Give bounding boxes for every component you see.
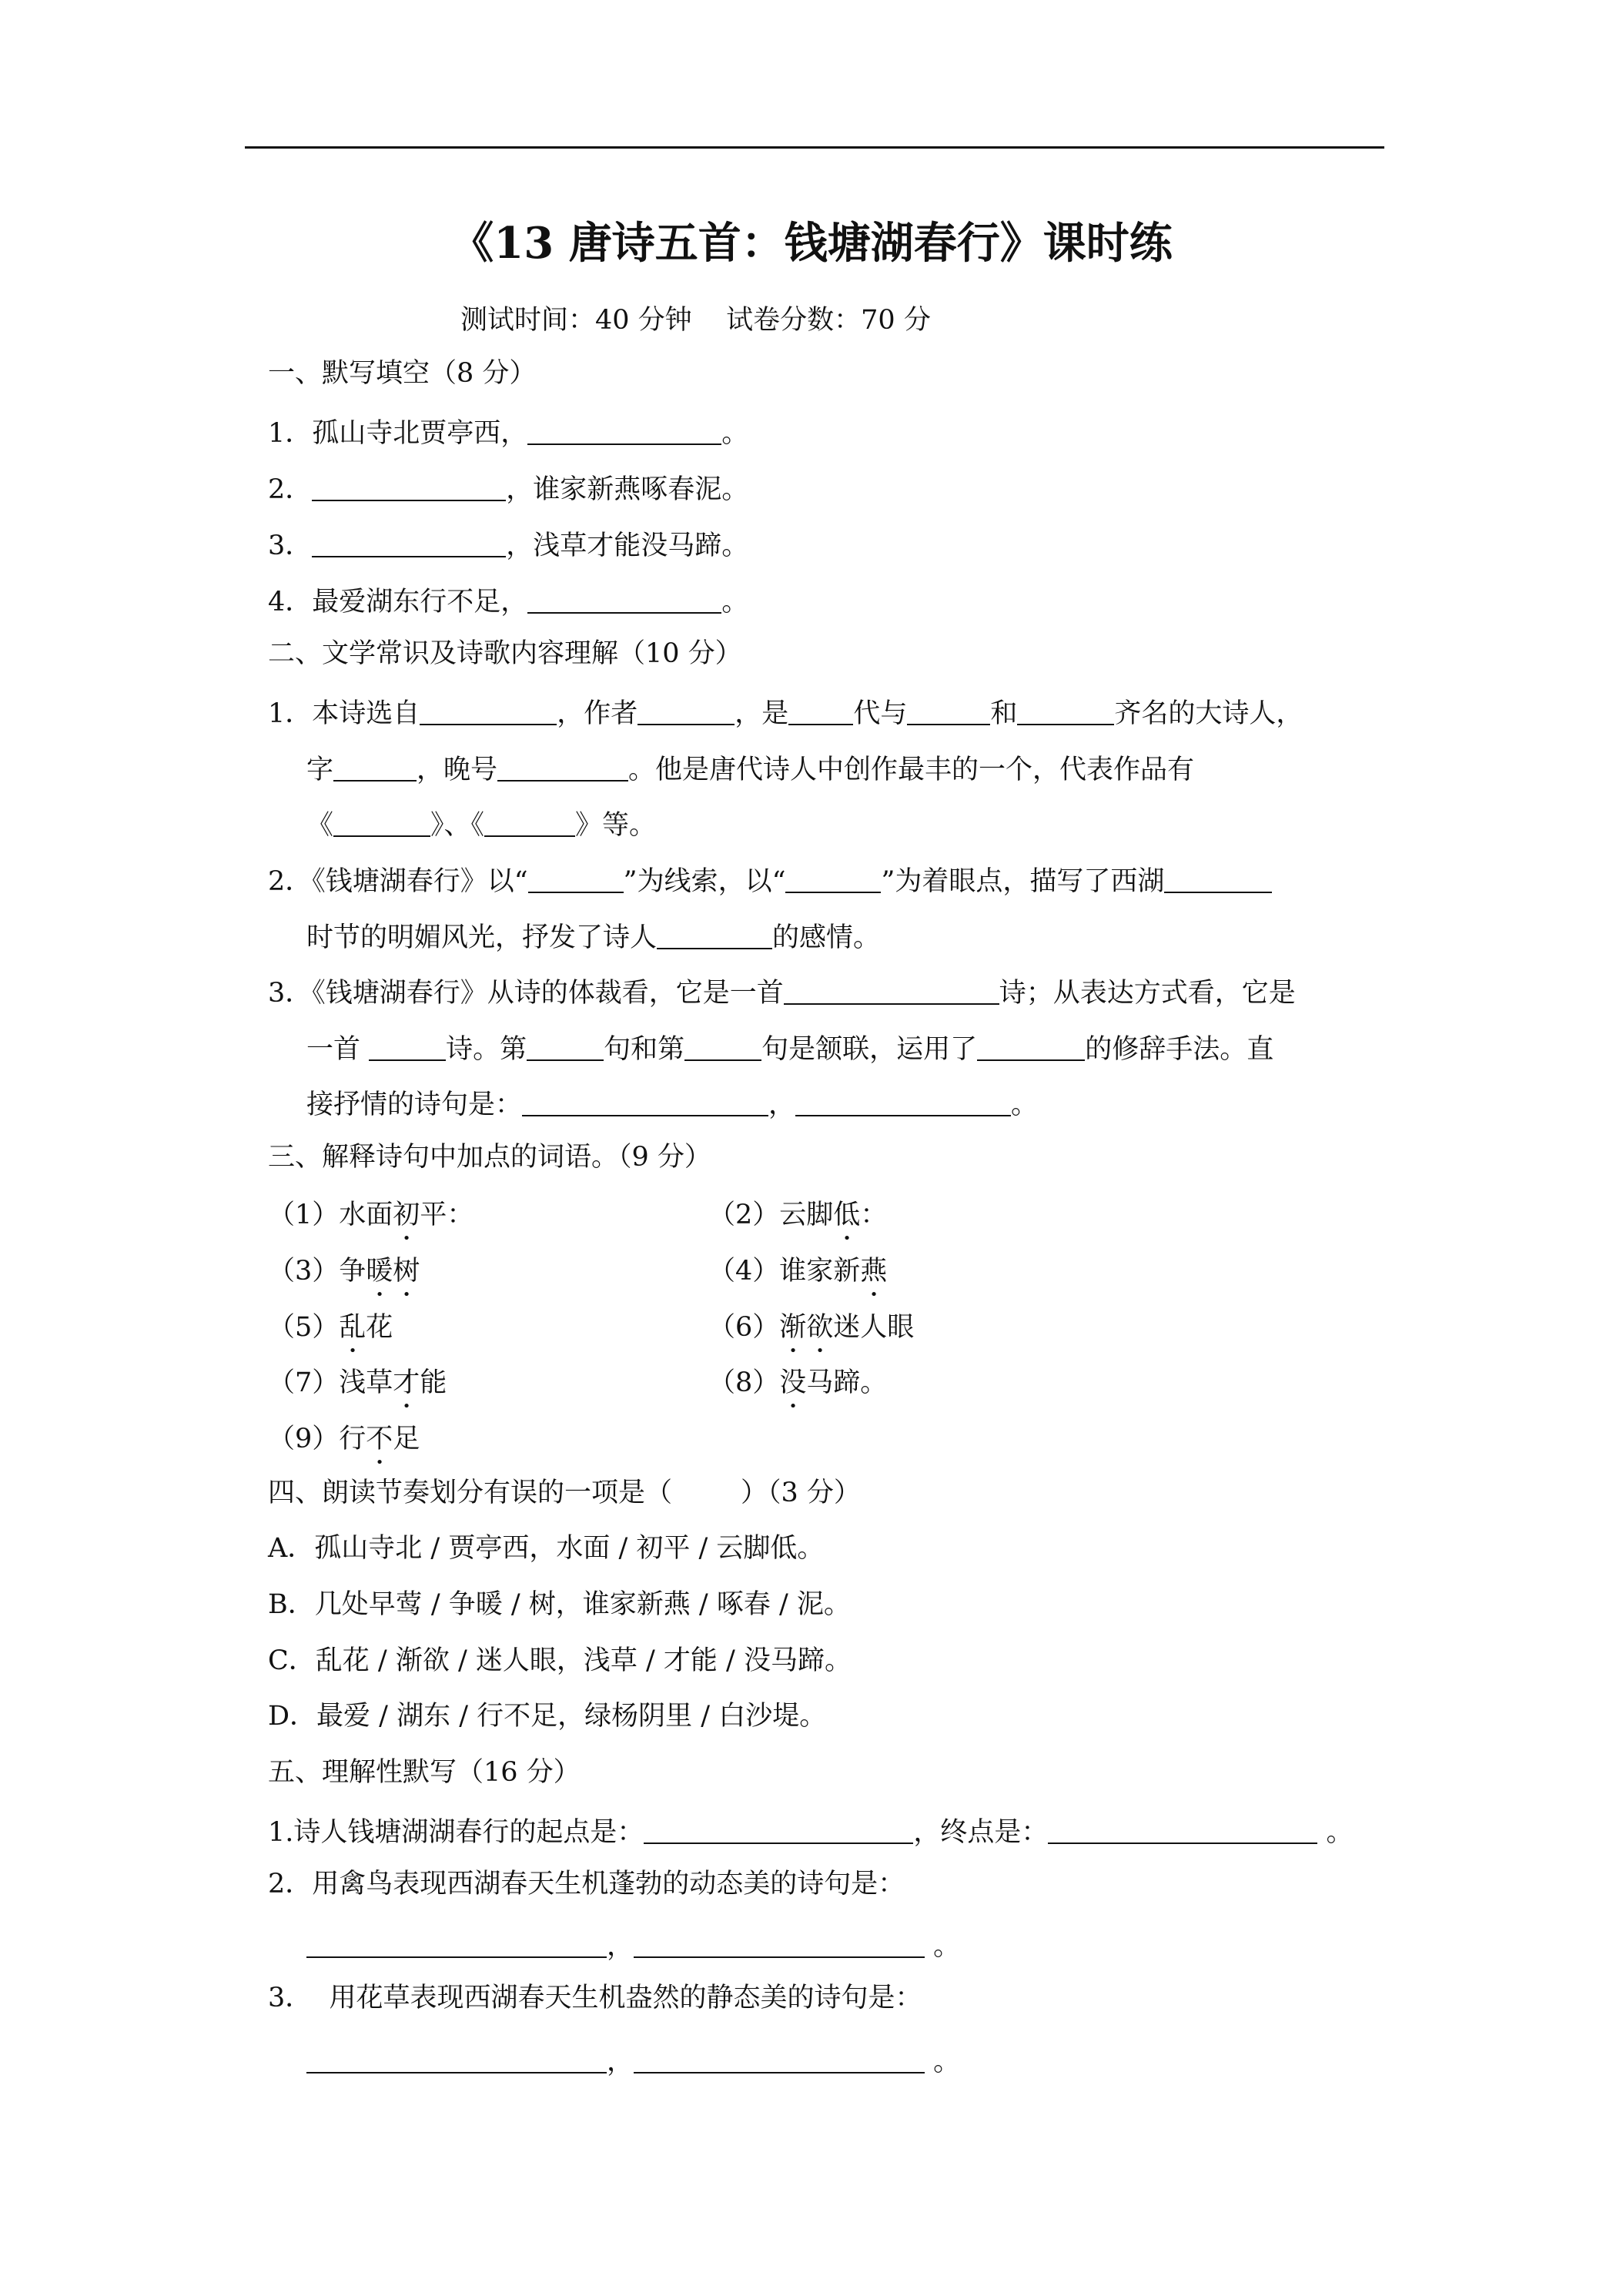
text: 3．	[268, 530, 313, 561]
word-item-3	[268, 1256, 420, 1303]
answer-blank[interactable]	[312, 473, 506, 501]
text: 齐名的大诗人，	[1114, 698, 1303, 729]
dotted-word: 乱	[339, 1312, 366, 1343]
text: ，	[768, 1089, 796, 1120]
s5-question-2: 2．用禽鸟表现西湖春天生机蓬勃的动态美的诗句是：	[268, 1869, 905, 1899]
text: 水面	[339, 1200, 393, 1230]
item-number: （2）	[708, 1200, 780, 1230]
page-title: 《13 唐诗五首：钱塘湖春行》课时练	[450, 218, 1173, 269]
answer-blank[interactable]	[634, 2045, 925, 2073]
text: ，作者	[557, 698, 638, 729]
text: 。	[721, 417, 749, 449]
text: ，是	[735, 698, 789, 729]
dotted-word: 才	[393, 1367, 420, 1398]
text: 。	[1317, 1816, 1354, 1848]
text: 3．《钱塘湖春行》从诗的体裁看，它是一首	[268, 977, 784, 1009]
text: ，	[607, 1930, 634, 1962]
text: 句和第	[604, 1033, 685, 1065]
text: 诗；从表达方式看，它是	[999, 977, 1296, 1009]
s5-question-1	[268, 1816, 1354, 1846]
text: 1.诗人钱塘湖湖春行的起点是：	[268, 1816, 644, 1848]
text: 诗。第	[446, 1033, 527, 1065]
answer-blank[interactable]	[527, 417, 721, 445]
text: ”为线索，以“	[623, 865, 786, 897]
answer-blank[interactable]	[1048, 1816, 1317, 1844]
text: ”为着眼点，描写了西湖	[881, 865, 1165, 897]
text: 一首	[306, 1033, 370, 1065]
answer-blank[interactable]	[527, 585, 721, 614]
answer-blank[interactable]	[369, 1033, 446, 1061]
text: 行	[339, 1424, 366, 1454]
answer-blank[interactable]	[977, 1033, 1085, 1061]
text: 代与	[853, 698, 908, 729]
item-number: （7）	[268, 1367, 340, 1398]
s1-question-4	[268, 585, 748, 616]
section-3-heading: 三、解释诗句中加点的词语。（9 分）	[268, 1142, 711, 1173]
answer-blank[interactable]	[527, 1033, 604, 1061]
s2-question-3-line-3	[306, 1088, 1038, 1119]
answer-blank[interactable]	[684, 1033, 761, 1061]
s5-question-2-answer	[306, 1930, 960, 1960]
answer-blank[interactable]	[312, 529, 506, 557]
item-number: （9）	[268, 1424, 340, 1454]
answer-blank[interactable]	[784, 976, 999, 1005]
text: 争	[339, 1256, 366, 1287]
text: 》等。	[575, 809, 657, 841]
answer-blank[interactable]	[795, 1088, 1011, 1116]
test-info: 测试时间：40 分钟 试卷分数：70 分	[460, 305, 931, 336]
text: 4．最爱湖东行不足，	[268, 586, 528, 618]
s2-question-1-line-1	[268, 697, 1303, 728]
word-item-8	[708, 1367, 887, 1414]
text: 的修辞手法。直	[1085, 1033, 1274, 1065]
s2-question-3-line-1	[268, 976, 1296, 1007]
text: 能	[420, 1367, 447, 1398]
text: ，晚号	[417, 754, 498, 785]
s2-question-2-line-2	[306, 921, 880, 952]
answer-blank[interactable]	[528, 865, 624, 893]
word-item-9	[268, 1424, 420, 1471]
text: ，浅草才能没马蹄。	[506, 530, 749, 561]
dotted-word: 暖树	[366, 1256, 420, 1287]
text: ：	[860, 1200, 888, 1230]
text: 2．	[268, 474, 313, 505]
dotted-word: 渐欲	[779, 1312, 834, 1343]
text: 云脚	[779, 1200, 834, 1230]
text: 。	[925, 2046, 961, 2077]
s2-question-1-line-3	[306, 808, 656, 839]
answer-blank[interactable]	[333, 753, 417, 782]
answer-blank[interactable]	[788, 697, 853, 725]
answer-blank[interactable]	[333, 808, 430, 837]
dotted-word: 低	[833, 1200, 861, 1230]
text: ，终点是：	[913, 1816, 1049, 1848]
item-number: （6）	[708, 1312, 780, 1343]
option-b[interactable]: B．几处早莺 / 争暖 / 树，谁家新燕 / 啄春 / 泥。	[268, 1589, 851, 1620]
section-2-heading: 二、文学常识及诗歌内容理解（10 分）	[268, 638, 742, 669]
text: 。	[925, 1930, 961, 1962]
answer-blank[interactable]	[497, 753, 628, 782]
s2-question-2-line-1	[268, 865, 1272, 895]
text: 和	[990, 698, 1018, 729]
text: 《	[306, 809, 334, 841]
text: 接抒情的诗句是：	[306, 1089, 523, 1120]
word-item-5	[268, 1312, 393, 1359]
word-item-4	[708, 1256, 887, 1303]
section-4-heading: 四、朗读节奏划分有误的一项是（ ）（3 分）	[268, 1478, 861, 1508]
answer-blank[interactable]	[522, 1088, 768, 1116]
text: 字	[306, 754, 334, 785]
text: 。	[721, 586, 749, 618]
answer-blank[interactable]	[637, 697, 735, 725]
text: 花	[366, 1312, 393, 1343]
text: 2．《钱塘湖春行》以“	[268, 865, 528, 897]
item-number: （1）	[268, 1200, 340, 1230]
answer-blank[interactable]	[644, 1816, 913, 1844]
dotted-word: 没	[779, 1367, 807, 1398]
word-item-7	[268, 1367, 447, 1414]
dotted-word: 燕	[860, 1256, 888, 1287]
text: 1．孤山寺北贾亭西，	[268, 417, 528, 449]
answer-blank[interactable]	[306, 1930, 607, 1958]
s2-question-1-line-2	[306, 753, 1194, 784]
dotted-word: 不	[366, 1424, 393, 1454]
text: 》、《	[430, 809, 485, 841]
option-d[interactable]: D．最爱 / 湖东 / 行不足，绿杨阴里 / 白沙堤。	[268, 1701, 827, 1732]
answer-blank[interactable]	[907, 697, 990, 725]
s2-question-3-line-2	[306, 1033, 1273, 1063]
dotted-word: 初	[393, 1200, 420, 1230]
text: 迷人眼	[833, 1312, 915, 1343]
text: ，	[607, 2046, 634, 2077]
answer-blank[interactable]	[1017, 697, 1114, 725]
text: 的感情。	[772, 922, 881, 953]
answer-blank[interactable]	[1164, 865, 1272, 893]
text: 。他是唐代诗人中创作最丰的一个，代表作品有	[628, 754, 1195, 785]
s5-question-3: 3． 用花草表现西湖春天生机盎然的静态美的诗句是：	[268, 1983, 922, 2013]
option-a[interactable]: A．孤山寺北 / 贾亭西，水面 / 初平 / 云脚低。	[268, 1533, 825, 1564]
answer-blank[interactable]	[484, 808, 575, 837]
text: 浅草	[339, 1367, 393, 1398]
text: 马蹄。	[806, 1367, 888, 1398]
word-item-6	[708, 1312, 914, 1359]
item-number: （5）	[268, 1312, 340, 1343]
item-number: （4）	[708, 1256, 780, 1287]
word-item-2	[708, 1200, 887, 1247]
section-5-heading: 五、理解性默写（16 分）	[268, 1757, 581, 1788]
answer-blank[interactable]	[785, 865, 881, 893]
text: 时节的明媚风光，抒发了诗人	[306, 922, 658, 953]
item-number: （3）	[268, 1256, 340, 1287]
option-c[interactable]: C．乱花 / 渐欲 / 迷人眼，浅草 / 才能 / 没马蹄。	[268, 1645, 852, 1676]
text: 足	[393, 1424, 420, 1454]
word-item-1	[268, 1200, 474, 1247]
s5-question-3-answer	[306, 2045, 960, 2076]
text: 句是颔联，运用了	[761, 1033, 978, 1065]
text: 。	[1011, 1089, 1039, 1120]
answer-blank[interactable]	[306, 2045, 607, 2073]
answer-blank[interactable]	[657, 921, 772, 949]
s1-question-2	[268, 473, 748, 504]
text: 谁家新	[779, 1256, 861, 1287]
s1-question-1	[268, 417, 748, 447]
answer-blank[interactable]	[634, 1930, 925, 1958]
s1-question-3	[268, 529, 748, 560]
top-rule	[245, 146, 1384, 149]
text: ，谁家新燕啄春泥。	[506, 474, 749, 505]
section-1-heading: 一、默写填空（8 分）	[268, 358, 537, 389]
text: 1．本诗选自	[268, 698, 420, 729]
text: 平：	[420, 1200, 474, 1230]
answer-blank[interactable]	[420, 697, 557, 725]
item-number: （8）	[708, 1367, 780, 1398]
